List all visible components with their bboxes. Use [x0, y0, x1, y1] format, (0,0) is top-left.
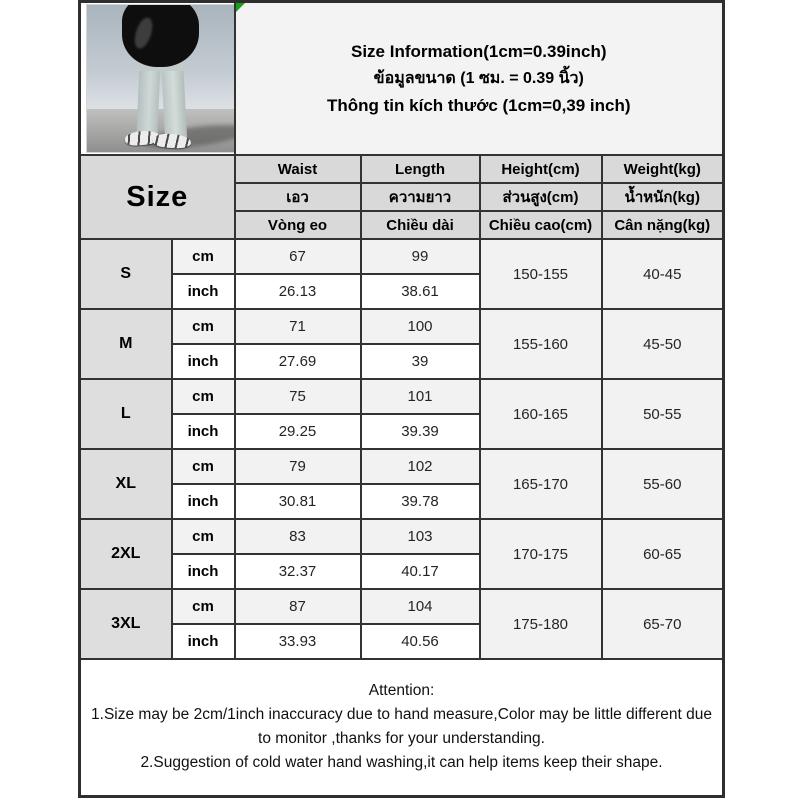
height-range-value: 175-180 [480, 589, 602, 659]
attention-line-2: 2.Suggestion of cold water hand washing,it can help items keep their shape. [140, 754, 663, 772]
col-header-length-th: ความยาว [361, 183, 480, 211]
length-inch-value: 39.78 [361, 484, 480, 519]
col-header-weight-th: น้ำหนัก(kg) [602, 183, 724, 211]
title-thai: ข้อมูลขนาด (1 ซม. = 0.39 นิ้ว) [373, 70, 584, 87]
product-photo [87, 5, 234, 152]
unit-inch-label: inch [172, 624, 235, 659]
col-header-height-en: Height(cm) [480, 155, 602, 183]
size-chart-sheet [78, 0, 722, 798]
waist-inch-value: 29.25 [235, 414, 361, 449]
height-range-value: 160-165 [480, 379, 602, 449]
product-photo-cell [80, 2, 235, 156]
size-row-label: M [80, 309, 172, 379]
col-header-weight-en: Weight(kg) [602, 155, 724, 183]
title-english: Size Information(1cm=0.39inch) [350, 42, 607, 61]
length-cm-value: 99 [361, 239, 480, 274]
green-corner-marker [236, 3, 245, 12]
unit-inch-label: inch [172, 554, 235, 589]
size-row-label: S [80, 239, 172, 309]
height-range-value: 165-170 [480, 449, 602, 519]
height-range-value: 170-175 [480, 519, 602, 589]
attention-heading: Attention: [368, 682, 435, 700]
length-inch-value: 39.39 [361, 414, 480, 449]
unit-inch-label: inch [172, 484, 235, 519]
size-chart-table [78, 0, 725, 798]
length-cm-value: 103 [361, 519, 480, 554]
size-table-body [80, 239, 724, 659]
col-header-waist-vi: Vòng eo [235, 211, 361, 239]
unit-inch-label: inch [172, 414, 235, 449]
size-row-label: XL [80, 449, 172, 519]
unit-cm-label: cm [172, 589, 235, 624]
waist-inch-value: 26.13 [235, 274, 361, 309]
title-cell [235, 2, 724, 156]
waist-cm-value: 83 [235, 519, 361, 554]
attention-line-1: 1.Size may be 2cm/1inch inaccuracy due to hand measure,Color may be little different due to monitor ,thanks for your understanding. [91, 706, 712, 748]
size-row-label: 3XL [80, 589, 172, 659]
unit-cm-label: cm [172, 309, 235, 344]
waist-cm-value: 67 [235, 239, 361, 274]
waist-inch-value: 27.69 [235, 344, 361, 379]
col-header-height-th: ส่วนสูง(cm) [480, 183, 602, 211]
attention-note [80, 659, 724, 796]
length-inch-value: 40.17 [361, 554, 480, 589]
unit-cm-label: cm [172, 239, 235, 274]
waist-cm-value: 75 [235, 379, 361, 414]
col-header-length-en: Length [361, 155, 480, 183]
unit-cm-label: cm [172, 519, 235, 554]
length-cm-value: 101 [361, 379, 480, 414]
length-cm-value: 104 [361, 589, 480, 624]
length-cm-value: 102 [361, 449, 480, 484]
unit-cm-label: cm [172, 449, 235, 484]
height-range-value: 150-155 [480, 239, 602, 309]
col-header-height-vi: Chiều cao(cm) [480, 211, 602, 239]
unit-inch-label: inch [172, 274, 235, 309]
col-header-waist-en: Waist [235, 155, 361, 183]
length-inch-value: 39 [361, 344, 480, 379]
weight-range-value: 45-50 [602, 309, 724, 379]
waist-inch-value: 30.81 [235, 484, 361, 519]
length-inch-value: 38.61 [361, 274, 480, 309]
photo-jacket [122, 5, 198, 67]
weight-range-value: 55-60 [602, 449, 724, 519]
waist-cm-value: 79 [235, 449, 361, 484]
col-header-waist-th: เอว [235, 183, 361, 211]
length-inch-value: 40.56 [361, 624, 480, 659]
height-range-value: 155-160 [480, 309, 602, 379]
size-header: Size [80, 155, 235, 239]
waist-cm-value: 87 [235, 589, 361, 624]
size-row-label: 2XL [80, 519, 172, 589]
col-header-length-vi: Chiều dài [361, 211, 480, 239]
size-row-label: L [80, 379, 172, 449]
unit-inch-label: inch [172, 344, 235, 379]
title-vietnamese: Thông tin kích thước (1cm=0,39 inch) [327, 96, 631, 115]
weight-range-value: 50-55 [602, 379, 724, 449]
col-header-weight-vi: Cân nặng(kg) [602, 211, 724, 239]
weight-range-value: 40-45 [602, 239, 724, 309]
waist-cm-value: 71 [235, 309, 361, 344]
length-cm-value: 100 [361, 309, 480, 344]
waist-inch-value: 33.93 [235, 624, 361, 659]
weight-range-value: 60-65 [602, 519, 724, 589]
weight-range-value: 65-70 [602, 589, 724, 659]
unit-cm-label: cm [172, 379, 235, 414]
waist-inch-value: 32.37 [235, 554, 361, 589]
